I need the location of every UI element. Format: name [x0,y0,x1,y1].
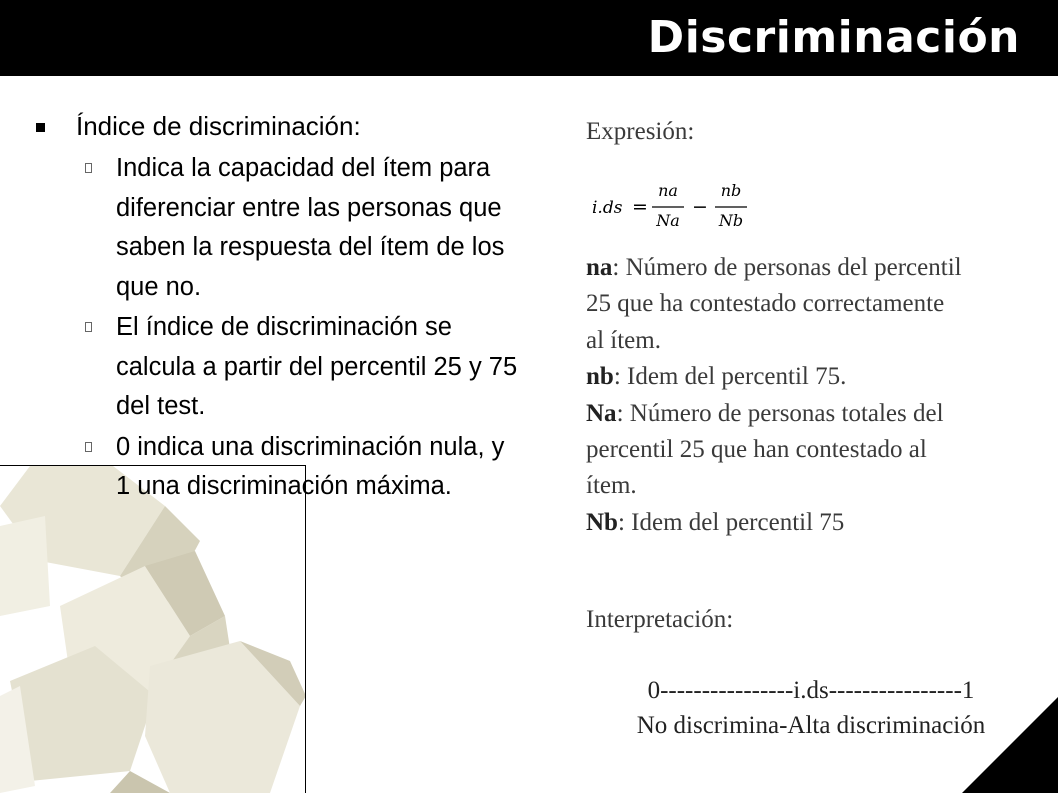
sub-bullet [30,149,520,307]
left-column [30,108,520,507]
sub-bullet-text: El índice de discriminación se calcula a partir del percentil 25 y 75 del test. [116,313,518,420]
definition-text: : Idem del percentil 75. [613,363,847,391]
formula-minus: − [692,196,708,218]
formula-frac2-den: Nb [718,211,744,230]
definition-term: nb [586,363,614,391]
interpretation-label: Interpretación: [586,606,734,633]
sub-bullet [30,428,520,507]
missing-glyph-bullet-icon [85,322,92,332]
scale-caption: No discrimina-Alta discriminación [636,712,986,739]
square-bullet-icon [36,123,45,132]
bullet-heading [30,108,520,144]
title-bar [0,0,1058,76]
definition-text: : Número de personas totales del percentil 25 que han contestado al ítem. [586,399,944,500]
definition-term: na [586,254,613,281]
definition-text: : Idem del percentil 75 [617,508,845,536]
missing-glyph-bullet-icon [85,163,92,173]
slide-title: Discriminación [647,12,1020,63]
sub-bullet-text: Indica la capacidad del ítem para diferenciar entre las personas que saben la respuesta del ítem de los que no. [116,154,505,301]
sub-bullet [30,308,520,427]
definition-text: : Número de personas del percentil 25 que ha contestado correctamente al ítem. [586,254,962,354]
frame-line-vertical [305,465,306,793]
expression-label: Expresión: [586,118,695,145]
definition-nb [586,359,966,395]
formula-frac1-den: Na [656,211,680,230]
heading-text: Índice de discriminación: [76,111,361,141]
missing-glyph-bullet-icon [85,442,92,452]
formula-frac1-num: na [658,181,678,200]
right-column [586,112,1046,739]
scale-line: 0----------------i.ds----------------1 [647,677,975,704]
definitions [586,250,966,541]
discrimination-formula [588,172,788,242]
formula-frac2-num: nb [720,181,742,200]
definition-Na [586,396,966,505]
definition-term: Nb [586,508,618,536]
definition-term: Na [586,399,617,427]
corner-triangle [962,697,1058,793]
formula-lhs: i.ds [592,198,623,218]
cubes-decoration [0,466,306,793]
formula-equals: = [632,196,648,218]
definition-Nb [586,505,966,541]
definition-na [586,250,966,359]
sub-bullet-text: 0 indica una discriminación nula, y 1 una discriminación máxima. [116,432,505,500]
